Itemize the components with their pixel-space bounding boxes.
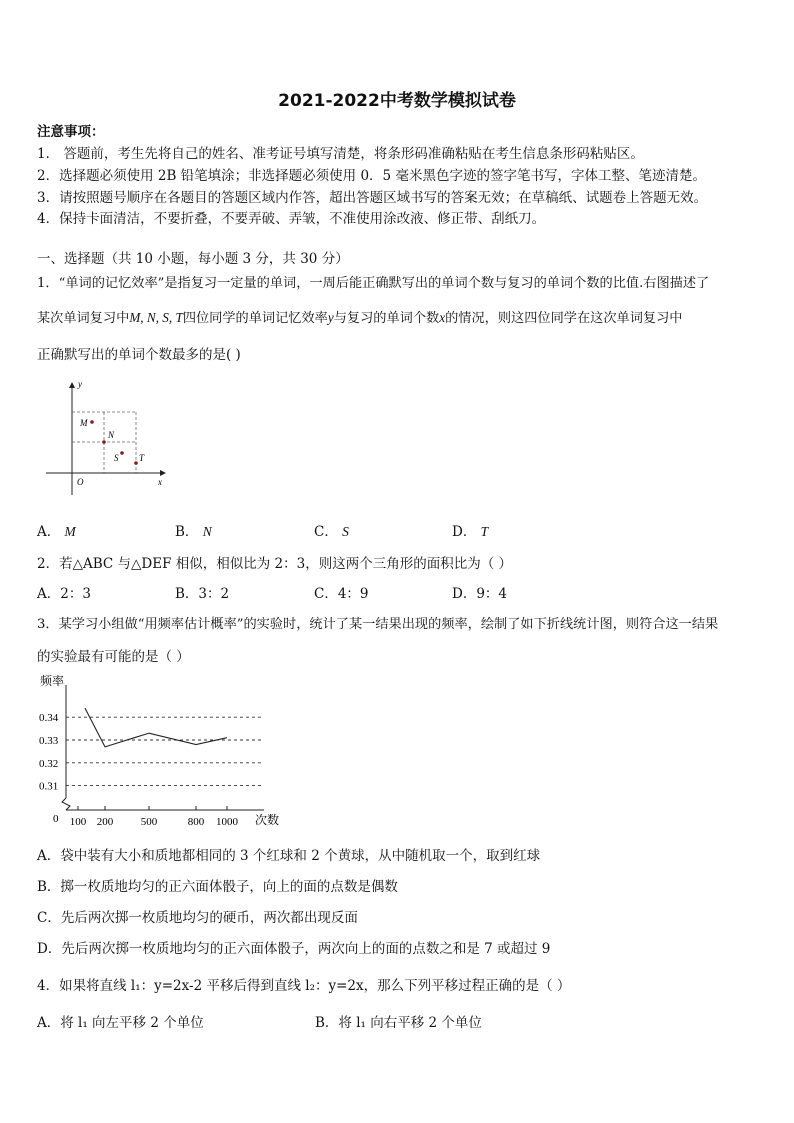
notice-item-3: 3．请按照题号顺序在各题目的答题区域内作答，超出答题区域书写的答案无效；在草稿纸、试题卷上答题无效。	[37, 190, 708, 206]
chart-y-tick-label: 0.34	[39, 712, 59, 725]
q4-option-b[interactable]: B．将 l₁ 向右平移 2 个单位	[315, 1015, 482, 1031]
q2-stem: 2．若△ABC 与△DEF 相似，相似比为 2：3，则这两个三角形的面积比为（ ）	[37, 556, 512, 572]
chart-origin-label: 0	[53, 813, 59, 825]
notice-item-4: 4．保持卡面清洁，不要折叠，不要弄破、弄皱，不准使用涂改液、修正带、刮纸刀。	[37, 211, 546, 227]
y-axis-label: y	[78, 379, 82, 389]
chart-x-tick-label: 1000	[216, 816, 238, 828]
chart-x-tick-label: 500	[140, 816, 158, 828]
section-heading: 一、选择题（共 10 小题，每小题 3 分，共 30 分）	[37, 251, 349, 267]
point-t-label: T	[139, 453, 145, 463]
page-title: 2021-2022中考数学模拟试卷	[278, 91, 516, 111]
q1-option-d[interactable]: D． T	[452, 524, 489, 540]
q1-stem-line1: 1．“单词的记忆效率”是指复习一定量的单词，一周后能正确默写出的单词个数与复习的单词个数的比值.右图描述了	[37, 276, 710, 291]
q3-option-a[interactable]: A．袋中装有大小和质地都相同的 3 个红球和 2 个黄球，从中随机取一个，取到红球	[37, 848, 541, 864]
q4-stem: 4．如果将直线 l₁：y=2x-2 平移后得到直线 l₂：y=2x，那么下列平移过程正确的是（ ）	[37, 978, 571, 994]
q1-option-b[interactable]: B． N	[175, 524, 212, 540]
chart-x-label: 次数	[255, 813, 280, 827]
chart-series-line	[85, 708, 227, 747]
chart-y-tick-label: 0.31	[39, 780, 59, 793]
chart-y-tick-label: 0.33	[39, 735, 59, 747]
q1-stem-line3: 正确默写出的单词个数最多的是( )	[37, 347, 241, 363]
notice-item-2: 2．选择题必须使用 2B 铅笔填涂；非选择题必须使用 0．5 毫米黑色字迹的签字笔书写，字体工整、笔迹清楚。	[37, 168, 706, 184]
point-n	[102, 440, 106, 444]
chart-x-tick-label: 100	[69, 816, 87, 828]
x-axis-label: x	[158, 477, 162, 487]
chart-x-tick-label: 800	[187, 816, 205, 828]
frequency-line-chart	[30, 670, 300, 835]
q1-option-c[interactable]: C． S	[314, 524, 349, 540]
point-n-label: N	[108, 430, 115, 440]
q2-option-d[interactable]: D．9：4	[452, 586, 508, 602]
q3-stem-line2: 的实验最有可能的是（ ）	[37, 649, 190, 665]
q4-option-a[interactable]: A．将 l₁ 向左平移 2 个单位	[37, 1015, 204, 1031]
point-s-label: S	[114, 453, 119, 463]
point-s	[120, 451, 124, 455]
q2-option-c[interactable]: C．4：9	[314, 586, 369, 602]
origin-label: O	[77, 477, 84, 487]
q3-option-b[interactable]: B．掷一枚质地均匀的正六面体骰子，向上的面的点数是偶数	[37, 879, 398, 895]
chart-y-tick-label: 0.32	[39, 757, 59, 770]
notice-heading: 注意事项：	[37, 124, 105, 140]
q1-option-a[interactable]: A． M	[37, 524, 76, 540]
chart-axis-break	[62, 798, 70, 810]
q1-stem-line2: 某次单词复习中M, N, S, T四位同学的单词记忆效率y与复习的单词个数x的情况，则这四位同学在这次单词复习中	[37, 310, 683, 326]
chart-y-label: 频率	[40, 674, 65, 688]
q2-option-a[interactable]: A．2：3	[37, 586, 91, 602]
point-t	[134, 461, 138, 465]
q3-option-d[interactable]: D．先后两次掷一枚质地均匀的正六面体骰子，两次向上的面的点数之和是 7 或超过 9	[37, 941, 551, 957]
q2-option-b[interactable]: B．3：2	[175, 586, 230, 602]
chart-x-tick-label: 200	[96, 816, 114, 828]
point-m-label: M	[80, 418, 88, 428]
notice-item-1: 1． 答题前，考生先将自己的姓名、准考证号填写清楚，将条形码准确粘贴在考生信息条形码粘贴区。	[37, 146, 644, 162]
q3-stem-line1: 3．某学习小组做“用频率估计概率”的实验时，统计了某一结果出现的频率，绘制了如下折线统计图，则符合这一结果	[37, 617, 719, 632]
q1-scatter-figure	[40, 375, 175, 505]
q3-option-c[interactable]: C．先后两次掷一枚质地均匀的硬币，两次都出现反面	[37, 910, 358, 926]
point-m	[90, 420, 94, 424]
